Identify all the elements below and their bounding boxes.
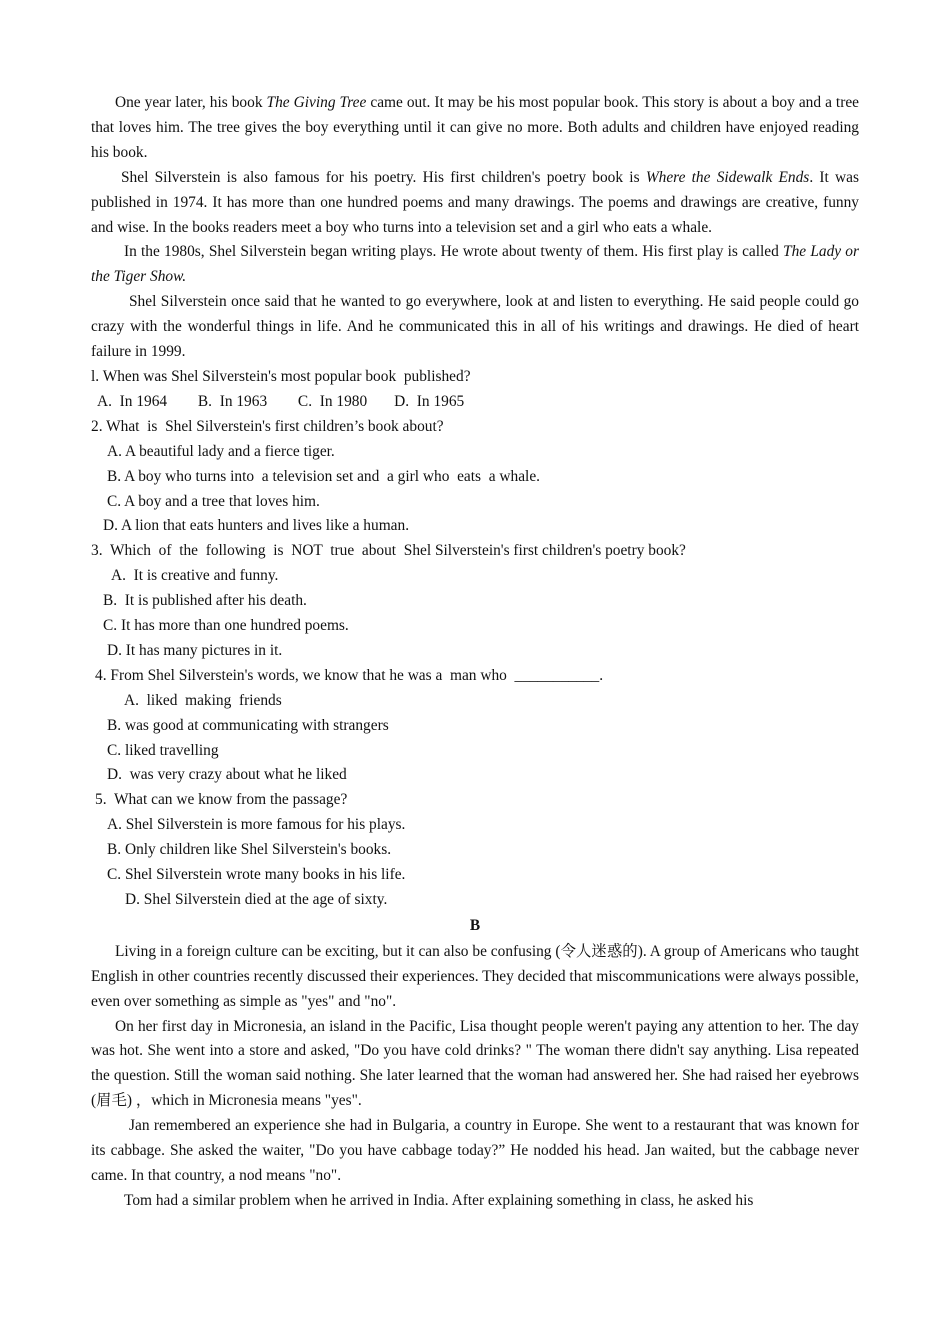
play-title: The Lady or the Tiger Show. (91, 243, 859, 286)
question-4-option-a: A. liked making friends (124, 691, 282, 709)
paragraph-text: One year later, his book (115, 94, 267, 111)
book-title: The Giving Tree (266, 94, 367, 111)
question-2-option-b: B. A boy who turns into a television set and a girl who eats a whale. (107, 467, 541, 485)
question-2-option-d: D. A lion that eats hunters and lives like a human. (103, 517, 410, 535)
question-5-option-d: D. Shel Silverstein died at the age of sixty. (125, 891, 388, 908)
paragraph-plays (91, 240, 859, 290)
question-1-stem: l. When was Shel Silverstein's most popular book published? (91, 367, 471, 385)
question-5-option-c: C. Shel Silverstein wrote many books in his life. (107, 866, 406, 884)
question-4-option-d: D. was very crazy about what he liked (107, 766, 347, 784)
question-1-options: A. In 1964 B. In 1963 C. In 1980 D. In 1965 (97, 392, 465, 410)
question-2-option-a: A. A beautiful lady and a fierce tiger. (107, 442, 335, 460)
paragraph-text: . It was published in 1974. It has more than one hundred poems and many drawings. The poems and drawings are creative, funny and wise. In the books readers meet a boy who turns into a television set and a girl who eats a whale. (91, 168, 859, 236)
paragraph-micronesia: On her first day in Micronesia, an island in the Pacific, Lisa thought people weren't paying any attention to her. The day was hot. She went into a store and asked, "Do you have cold drinks? " The woman there didn't say anything. Lisa repeated the question. Still the woman said nothing. She later learned that the woman had answered her. She had raised her eyebrows (眉毛) ，which in Micronesia means "yes". (91, 1017, 859, 1110)
question-5-option-a: A. Shel Silverstein is more famous for his plays. (107, 816, 406, 834)
paragraph-text: Shel Silverstein is also famous for his poetry. His first children's poetry book is (121, 168, 646, 186)
question-3-option-b: B. It is published after his death. (103, 592, 307, 610)
question-2-option-c: C. A boy and a tree that loves him. (107, 492, 320, 510)
paragraph-bulgaria: Jan remembered an experience she had in Bulgaria, a country in Europe. She went to a restaurant that was known for its cabbage. She asked the waiter, "Do you have cabbage today?” He nodded his head. Jan waited, but the cabbage never came. In that country, a nod means "no". (91, 1117, 859, 1184)
paragraph-text: came out. It may be his most popular book. This story is about a boy and a tree that loves him. The tree gives the boy everything until it can give no more. Both adults and children have enjoyed reading his book. (91, 94, 859, 161)
paragraph-foreign-culture: Living in a foreign culture can be exciting, but it can also be confusing (令人迷惑的). A group of Americans who taught English in other countries recently discussed their experiences. They decided that miscommunications were always possible, even over something as simple as "yes" and "no". (91, 942, 859, 1010)
question-4-stem: 4. From Shel Silverstein's words, we know that he was a man who ___________. (95, 666, 604, 684)
question-5-option-b: B. Only children like Shel Silverstein's books. (107, 841, 392, 859)
paragraph-text: In the 1980s, Shel Silverstein began writing plays. He wrote about twenty of them. His first play is called (124, 243, 784, 261)
document-page (91, 91, 859, 1214)
section-b-heading: B (469, 916, 481, 934)
paragraph-poetry (91, 166, 859, 241)
paragraph-india: Tom had a similar problem when he arrived in India. After explaining something in class, he asked his (124, 1191, 754, 1209)
book-title: Where the Sidewalk Ends (645, 168, 810, 186)
question-2-stem: 2. What is Shel Silverstein's first children’s book about? (91, 417, 444, 435)
question-3-stem: 3. Which of the following is NOT true about Shel Silverstein's first children's poetry book? (91, 542, 686, 560)
question-3-option-a: A. It is creative and funny. (111, 567, 279, 585)
question-4-option-b: B. was good at communicating with strangers (107, 716, 389, 734)
paragraph-quote: Shel Silverstein once said that he wanted to go everywhere, look at and listen to everything. He said people could go crazy with the wonderful things in life. And he communicated this in all of his writings and drawings. He died of heart failure in 1999. (91, 293, 859, 361)
question-3-option-c: C. It has more than one hundred poems. (103, 617, 349, 635)
question-4-option-c: C. liked travelling (107, 741, 219, 759)
question-5-stem: 5. What can we know from the passage? (95, 791, 348, 809)
paragraph-giving-tree (91, 91, 859, 166)
question-3-option-d: D. It has many pictures in it. (107, 641, 283, 659)
